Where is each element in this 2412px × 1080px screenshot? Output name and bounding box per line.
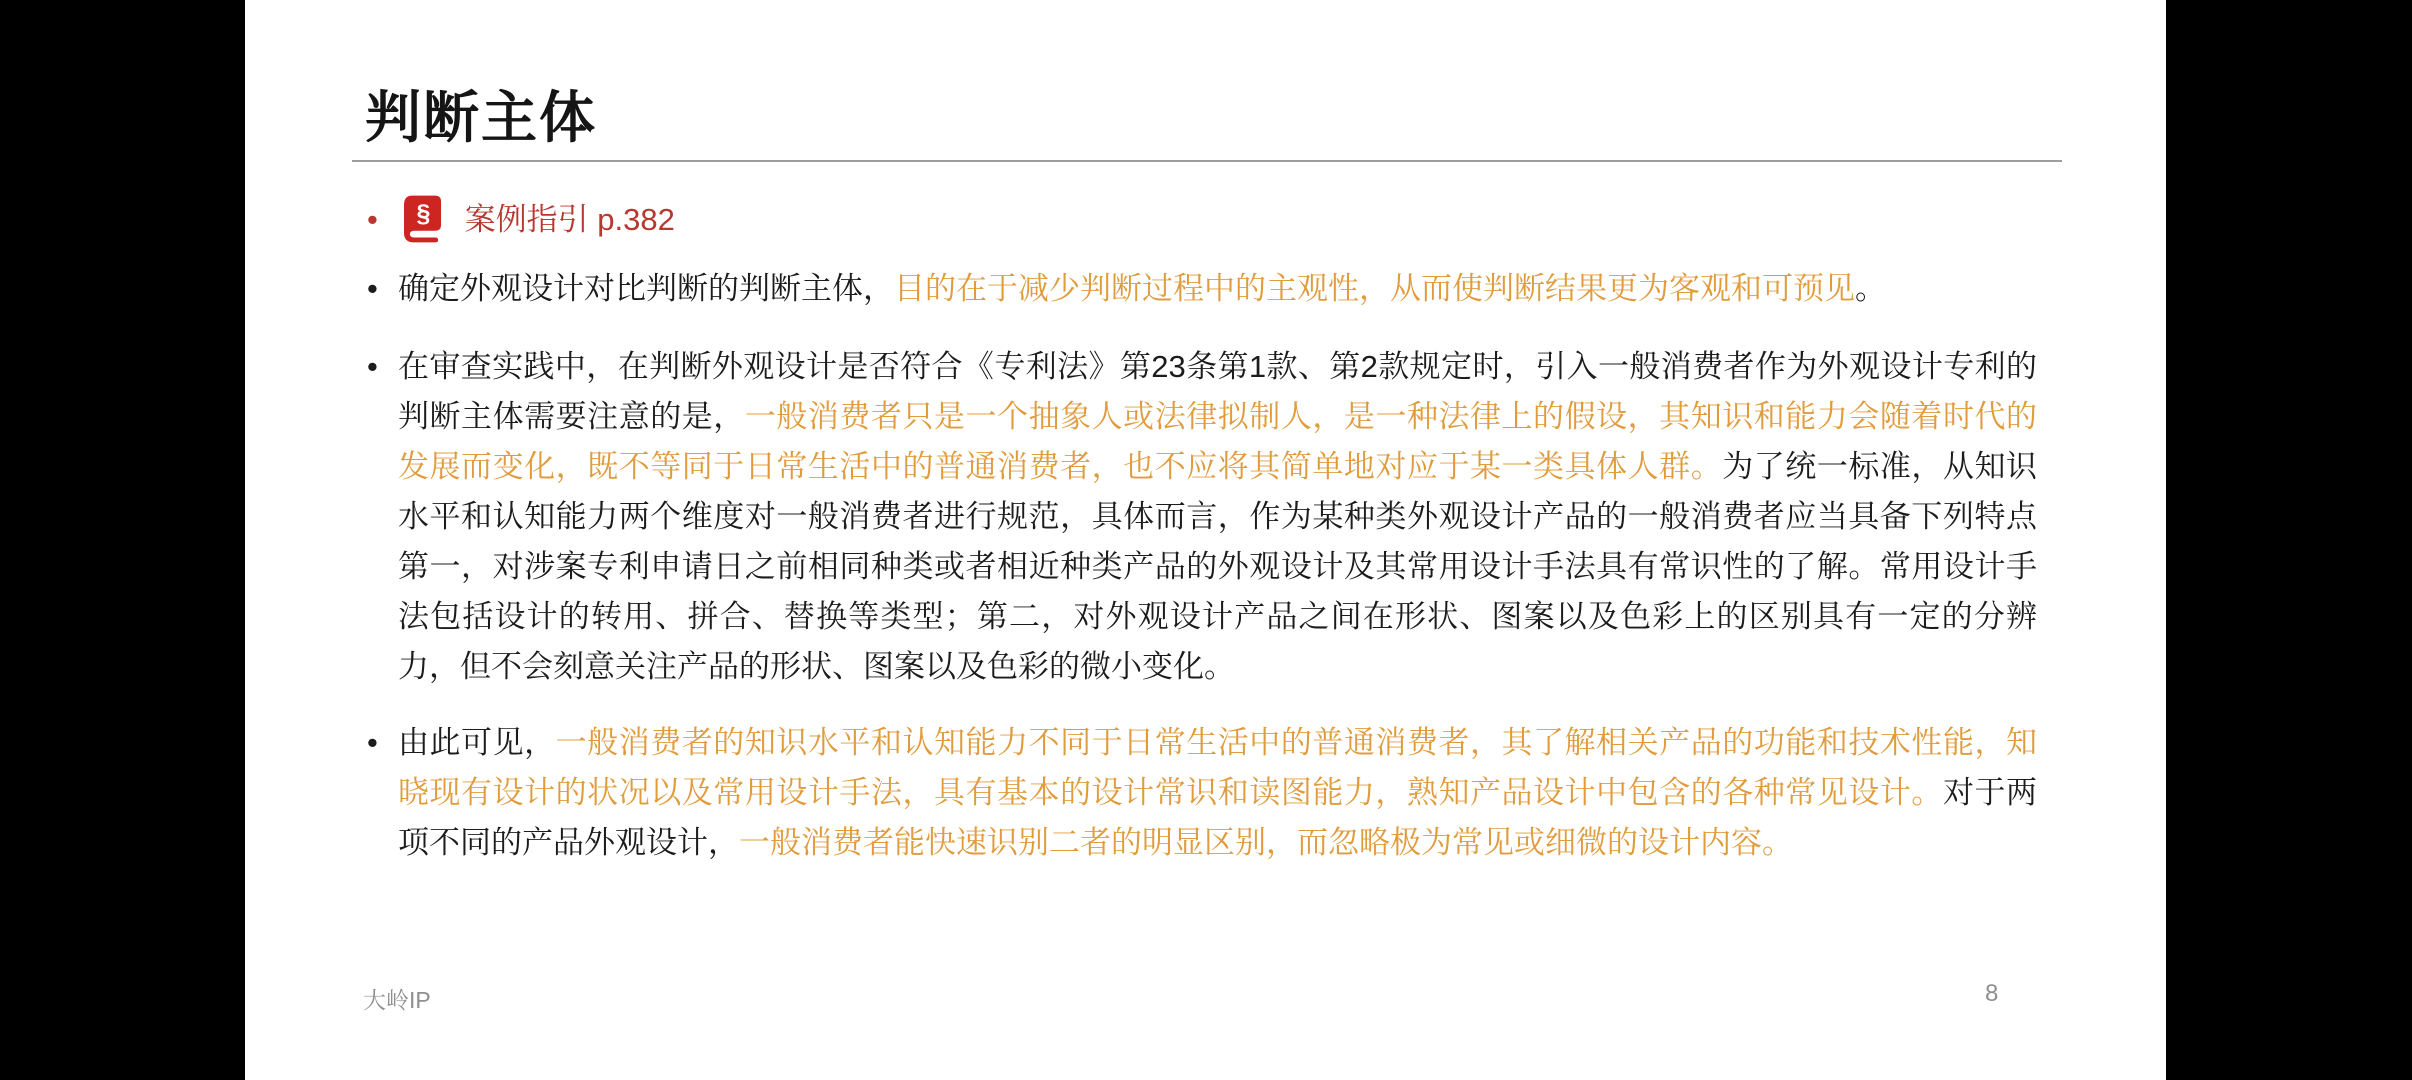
footer-brand: 大岭IP: [363, 987, 431, 1013]
bullet-marker: •: [367, 349, 378, 384]
slide-content: [365, 0, 2037, 868]
page-title: 判断主体: [365, 86, 597, 149]
text-run: 对于两项不同的产品外观设计，: [398, 775, 2037, 860]
text-run: 一般消费者能快速识别二者的明显区别，而忽略极为常见或细微的设计内容。: [739, 825, 1793, 860]
text-run: 一般消费者只是一个抽象人或法律拟制人，是一种法律上的假设，其知识和能力会随着时代的发展而变化，既不等同于日常生活中的普通消费者，也不应将其简单地对应于某一类具体人群。: [398, 399, 2038, 484]
title-divider: [352, 160, 2062, 162]
text-run: 一般消费者的知识水平和认知能力不同于日常生活中的普通消费者，其了解相关产品的功能和技术性能，知晓现有设计的状况以及常用设计手法，具有基本的设计常识和读图能力，熟知产品设计中包含的各种常见设计。: [398, 725, 2038, 810]
bullet-list: [365, 264, 2037, 868]
reference-bullet: [365, 192, 2037, 248]
bullet-paragraph: [365, 264, 2037, 314]
book-section-icon: [403, 194, 442, 244]
presentation-slide: [245, 0, 2166, 1080]
text-run: 确定外观设计对比判断的判断主体，: [398, 271, 894, 306]
svg-text:§: §: [416, 199, 431, 228]
bullet-marker: •: [367, 725, 378, 760]
reference-label: 案例指引 p.382: [464, 202, 675, 237]
text-run: 在审查实践中，在判断外观设计是否符合《专利法》第23条第1款、第2款规定时，引入一般消费者作为外观设计专利的判断主体需要注意的是，: [398, 349, 2037, 434]
bullet-marker: •: [367, 271, 378, 306]
bullet-paragraph: [365, 342, 2037, 692]
text-run: 为了统一标准，从知识水平和认知能力两个维度对一般消费者进行规范，具体而言，作为某种类外观设计产品的一般消费者应当具备下列特点第一，对涉案专利申请日之前相同种类或者相近种类产品的外观设计及其常用设计手法具有常识性的了解。常用设计手法包括设计的转用、拼合、替换等类型；第二，对外观设计产品之间在形状、图案以及色彩上的区别具有一定的分辨力，但不会刻意关注产品的形状、图案以及色彩的微小变化。: [398, 449, 2037, 684]
bullet-paragraph: [365, 718, 2037, 868]
page-number: 8: [1985, 980, 1999, 1007]
bullet-marker: •: [367, 202, 378, 237]
text-run: 目的在于减少判断过程中的主观性，从而使判断结果更为客观和可预见: [894, 271, 1855, 306]
text-run: 。: [1855, 271, 1886, 306]
text-run: 由此可见，: [398, 725, 556, 760]
